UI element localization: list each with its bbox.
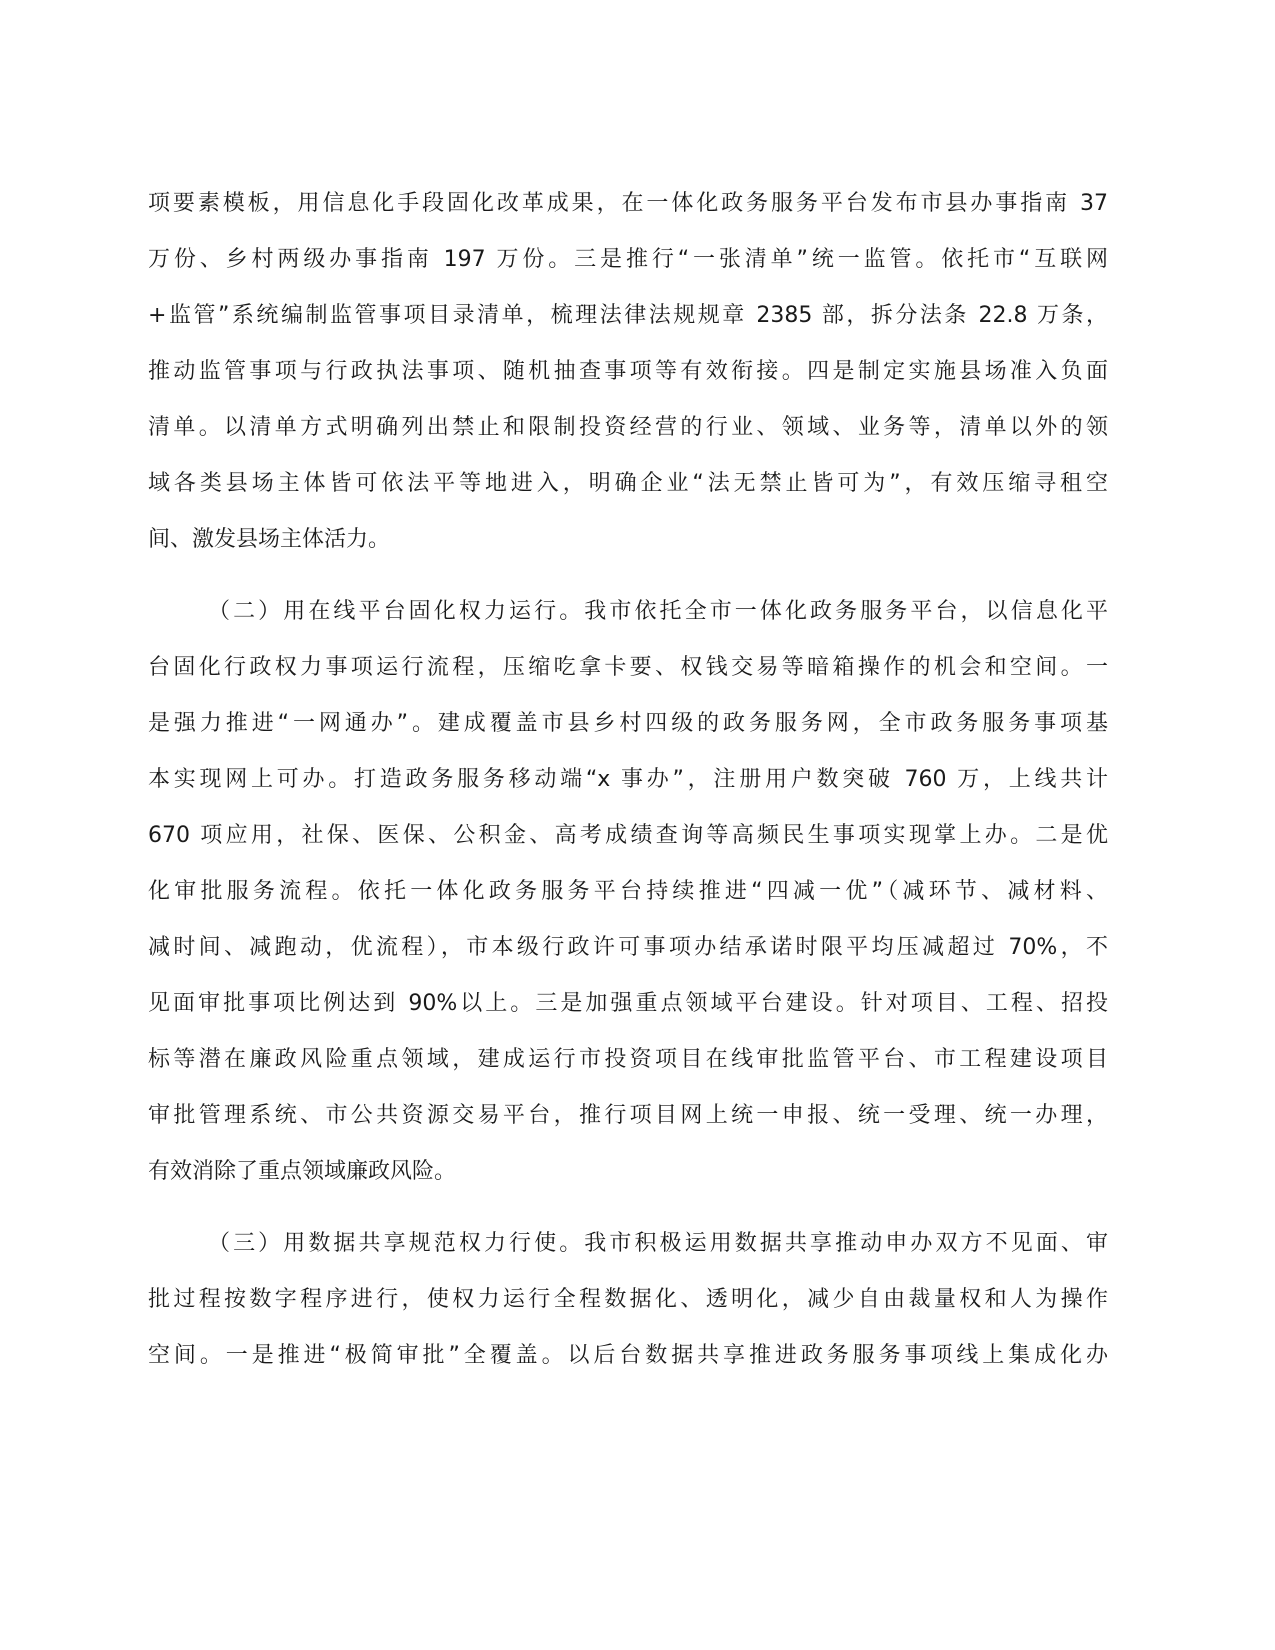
paragraph-2-line-3: 是强力推进“一网通办”。建成覆盖市县乡村四级的政务服务网，全市政务服务事项基 xyxy=(148,711,1108,736)
paragraph-2-line-5: 670 项应用，社保、医保、公积金、高考成绩查询等高频民生事项实现掌上办。二是优 xyxy=(148,823,1108,848)
paragraph-1-line-7: 间、激发县场主体活力。 xyxy=(148,527,391,552)
paragraph-2-line-11: 有效消除了重点领域廉政风险。 xyxy=(148,1159,457,1184)
paragraph-2-line-1: （二）用在线平台固化权力运行。我市依托全市一体化政务服务平台，以信息化平 xyxy=(208,599,1108,624)
paragraph-3-line-2: 批过程按数字程序进行，使权力运行全程数据化、透明化，减少自由裁量权和人为操作 xyxy=(148,1287,1108,1312)
paragraph-2-line-8: 见面审批事项比例达到 90%以上。三是加强重点领域平台建设。针对项目、工程、招投 xyxy=(148,991,1108,1016)
paragraph-1-line-5: 清单。以清单方式明确列出禁止和限制投资经营的行业、领域、业务等，清单以外的领 xyxy=(148,415,1108,440)
paragraph-1-line-6: 域各类县场主体皆可依法平等地进入，明确企业“法无禁止皆可为”，有效压缩寻租空 xyxy=(148,471,1108,496)
paragraph-1-line-4: 推动监管事项与行政执法事项、随机抽查事项等有效衔接。四是制定实施县场准入负面 xyxy=(148,359,1108,384)
paragraph-3-line-3: 空间。一是推进“极简审批”全覆盖。以后台数据共享推进政务服务事项线上集成化办 xyxy=(148,1343,1108,1368)
paragraph-1-line-1: 项要素模板，用信息化手段固化改革成果，在一体化政务服务平台发布市县办事指南 37 xyxy=(148,191,1108,216)
paragraph-1-line-3: +监管”系统编制监管事项目录清单，梳理法律法规规章 2385 部，拆分法条 22.8 万条， xyxy=(148,303,1108,328)
paragraph-2-line-10: 审批管理系统、市公共资源交易平台，推行项目网上统一申报、统一受理、统一办理， xyxy=(148,1103,1108,1128)
paragraph-2-line-2: 台固化行政权力事项运行流程，压缩吃拿卡要、权钱交易等暗箱操作的机会和空间。一 xyxy=(148,655,1108,680)
paragraph-2-line-6: 化审批服务流程。依托一体化政务服务平台持续推进“四减一优”（减环节、减材料、 xyxy=(148,879,1108,904)
paragraph-2-line-9: 标等潜在廉政风险重点领域，建成运行市投资项目在线审批监管平台、市工程建设项目 xyxy=(148,1047,1108,1072)
paragraph-3-line-1: （三）用数据共享规范权力行使。我市积极运用数据共享推动申办双方不见面、审 xyxy=(208,1231,1108,1256)
paragraph-2-line-7: 减时间、减跑动，优流程），市本级行政许可事项办结承诺时限平均压减超过 70%，不 xyxy=(148,935,1108,960)
paragraph-1-line-2: 万份、乡村两级办事指南 197 万份。三是推行“一张清单”统一监管。依托市“互联网 xyxy=(148,247,1108,272)
paragraph-2-line-4: 本实现网上可办。打造政务服务移动端“x 事办”，注册用户数突破 760 万，上线共计 xyxy=(148,767,1108,792)
